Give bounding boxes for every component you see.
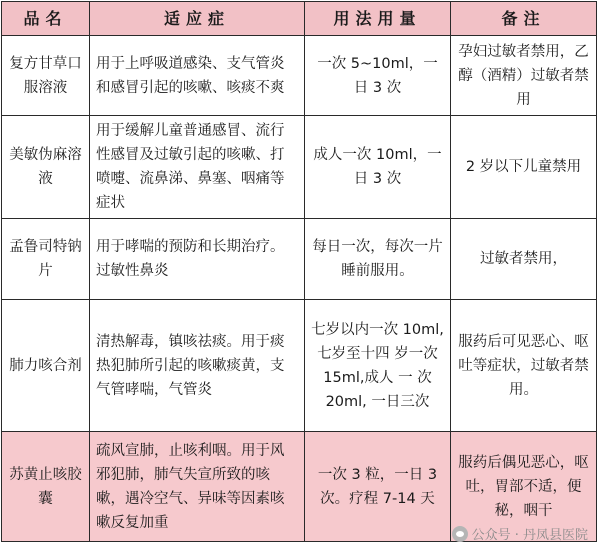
wechat-icon <box>452 526 468 542</box>
drug-table <box>1 1 597 542</box>
drug-name: 苏黄止咳胶囊 <box>2 432 90 542</box>
drug-indication: 用于缓解儿童普通感冒、流行性感冒及过敏引起的咳嗽、打喷嚏、流鼻涕、鼻塞、咽痛等症状 <box>90 116 305 219</box>
table-row <box>2 300 597 432</box>
drug-indication: 用于哮喘的预防和长期治疗。过敏性鼻炎 <box>90 219 305 300</box>
watermark-text: 公众号 · 丹凤县医院 <box>471 528 588 543</box>
drug-indication: 清热解毒，镇咳祛痰。用于痰热犯肺所引起的咳嗽痰黄，支气管哮喘，气管炎 <box>90 300 305 432</box>
header-usage: 用法用量 <box>305 2 451 36</box>
drug-indication: 疏风宣肺，止咳利咽。用于风邪犯肺，肺气失宣所致的咳嗽，遇冷空气、异味等因素咳嗽反复加重 <box>90 432 305 542</box>
header-name: 品名 <box>2 2 90 36</box>
drug-usage: 每日一次，每次一片睡前服用。 <box>305 219 451 300</box>
table-row <box>2 36 597 116</box>
header-notes: 备注 <box>451 2 597 36</box>
drug-notes: 过敏者禁用， <box>451 219 597 300</box>
table-header-row <box>2 2 597 36</box>
drug-usage: 七岁以内一次 10ml,七岁至十四 岁一次 15ml,成人 一 次 20ml, 一日三次 <box>305 300 451 432</box>
drug-usage: 一次 5~10ml，一日 3 次 <box>305 36 451 116</box>
drug-notes: 服药后偶见恶心，呕吐，胃部不适，便秘，咽干 <box>451 432 597 542</box>
drug-notes: 孕妇过敏者禁用，乙醇（酒精）过敏者禁用 <box>451 36 597 116</box>
drug-name: 美敏伪麻溶液 <box>2 116 90 219</box>
drug-name: 肺力咳合剂 <box>2 300 90 432</box>
drug-indication: 用于上呼吸道感染、支气管炎和感冒引起的咳嗽、咳痰不爽 <box>90 36 305 116</box>
table-row <box>2 116 597 219</box>
header-indication: 适应症 <box>90 2 305 36</box>
drug-name: 复方甘草口服溶液 <box>2 36 90 116</box>
drug-notes: 服药后可见恶心、呕吐等症状，过敏者禁用。 <box>451 300 597 432</box>
drug-notes: 2 岁以下儿童禁用 <box>451 116 597 219</box>
watermark <box>452 524 588 543</box>
drug-usage: 成人一次 10ml，一日 3 次 <box>305 116 451 219</box>
table-row <box>2 219 597 300</box>
drug-usage: 一次 3 粒，一日 3 次。疗程 7-14 天 <box>305 432 451 542</box>
drug-name: 孟鲁司特钠片 <box>2 219 90 300</box>
